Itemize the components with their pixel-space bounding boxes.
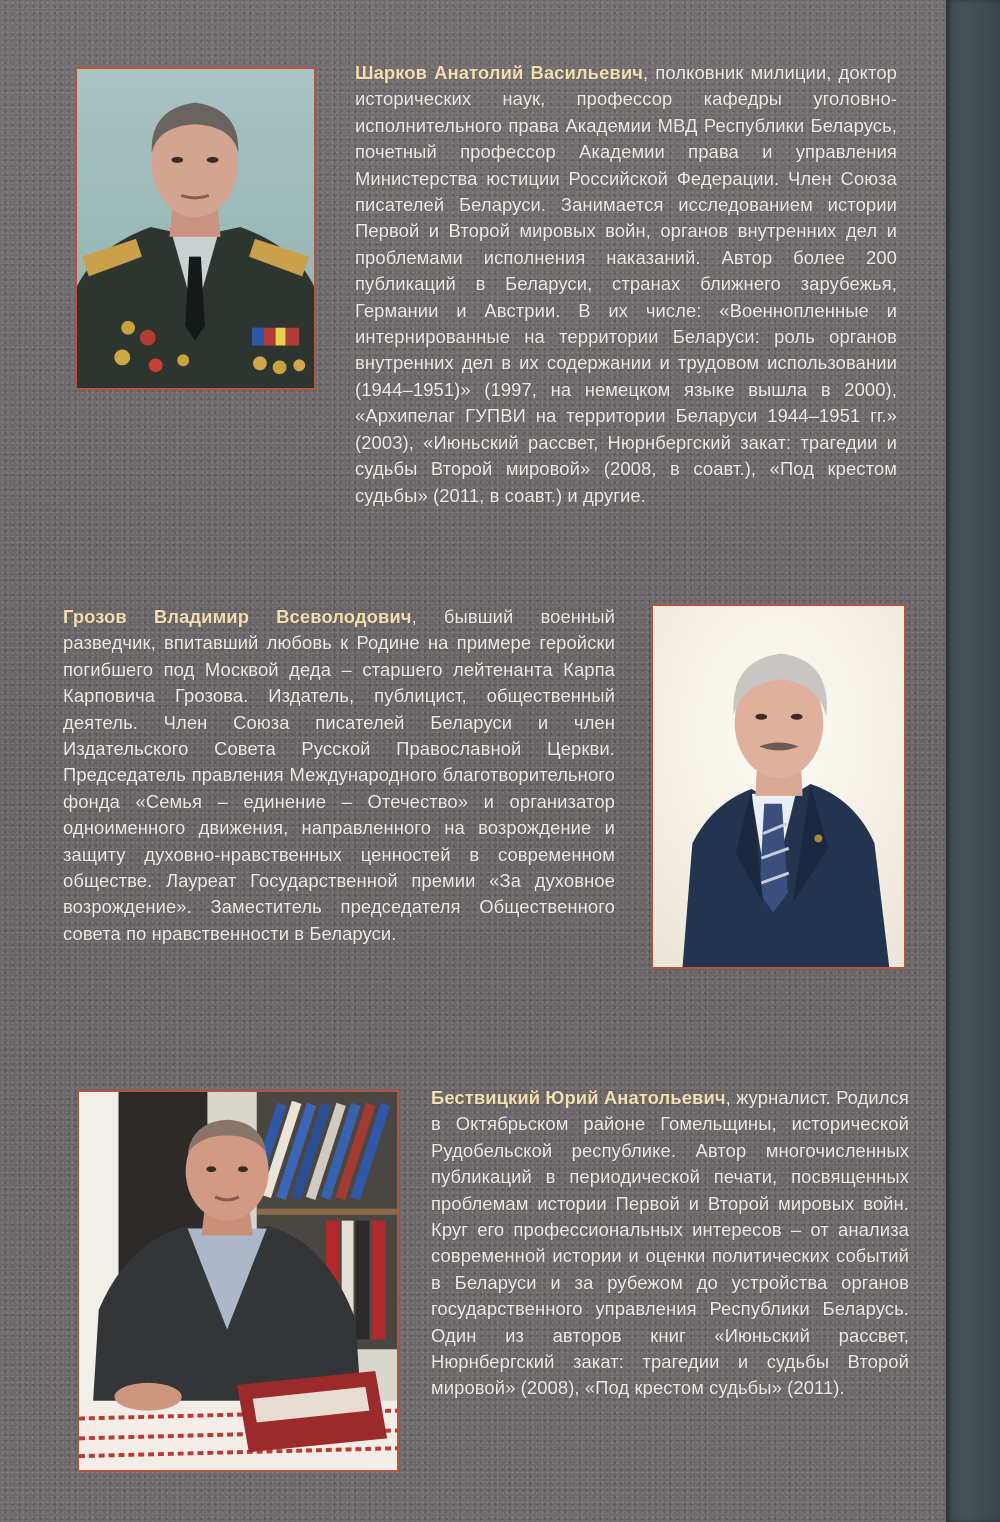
author-photo-sharkov xyxy=(75,67,316,390)
author-bio-text-grozov: , бывший военный разведчик, впитавший любовь к Родине на примере геройски погибшего под Москвой деда – старшего лейтенанта Карпа Карповича Грозова. Издатель, публицист, общественный деятель. Член Союза писателей Беларуси и член Издательского Совета Русской Православной Церкви. Председатель правления Международного благотворительного фонда «Семья – единение – Отечество» и организатор одноименного движения, направленного на возрождение и защиту духовно-нравственных ценностей в современном обществе. Лауреат Государственной премии «За духовное возрождение». Заместитель председателя Общественного совета по нравственности в Беларуси. xyxy=(63,606,615,944)
author-bio-grozov xyxy=(63,604,615,947)
portrait-military-officer-icon xyxy=(77,69,314,388)
author-bio-bestvitsky xyxy=(431,1085,909,1402)
author-bio-text-sharkov: , полковник милиции, доктор исторических наук, профессор кафедры уголовно-исполнительного права Академии МВД Республики Беларусь, почетный профессор Академии права и управления Министерства юстиции Российской Федерации. Член Союза писателей Беларуси. Занимается исследованием истории Первой и Второй мировых войн, органов внутренних дел и проблемами исполнения наказаний. Автор более 200 публикаций в Беларуси, странах ближнего зарубежья, Германии и Австрии. В их числе: «Военнопленные и интернированные на территории Беларуси: роль органов внутренних дел в их содержании и трудовом использовании (1944–1951)» (1997, на немецком языке вышла в 2000), «Архипелаг ГУПВИ на территории Беларуси 1944–1951 гг.» (2003), «Июньский рассвет, Нюрнбергский закат: трагедии и судьбы Второй мировой» (2008, в соавт.), «Под крестом судьбы» (2011, в соавт.) и другие. xyxy=(355,62,898,506)
author-photo-grozov xyxy=(651,604,906,969)
author-name-sharkov: Шарков Анатолий Васильевич xyxy=(355,62,644,83)
author-name-grozov: Грозов Владимир Всеволодович xyxy=(63,606,412,627)
author-name-bestvitsky: Бествицкий Юрий Анатольевич xyxy=(431,1087,726,1108)
author-photo-bestvitsky xyxy=(77,1090,399,1472)
author-bio-text-bestvitsky: , журналист. Родился в Октябрьском районе Гомельщины, исторической Рудобельской республике. Автор многочисленных публикаций в периодической печати, посвященных проблемам истории Первой и Второй мировых войн. Круг его профессиональных интересов – от анализа современной истории и оценки политических событий в Беларуси и за рубежом до устройства органов государственного управления Республики Беларусь. Один из авторов книг «Июньский рассвет, Нюрнбергский закат: трагедии и судьбы Второй мировой» (2008), «Под крестом судьбы» (2011). xyxy=(431,1087,909,1399)
author-bio-sharkov xyxy=(355,60,897,509)
portrait-man-at-desk-with-books-icon xyxy=(79,1092,397,1470)
book-spine-edge xyxy=(946,0,1000,1522)
portrait-man-in-suit-icon xyxy=(653,606,904,967)
